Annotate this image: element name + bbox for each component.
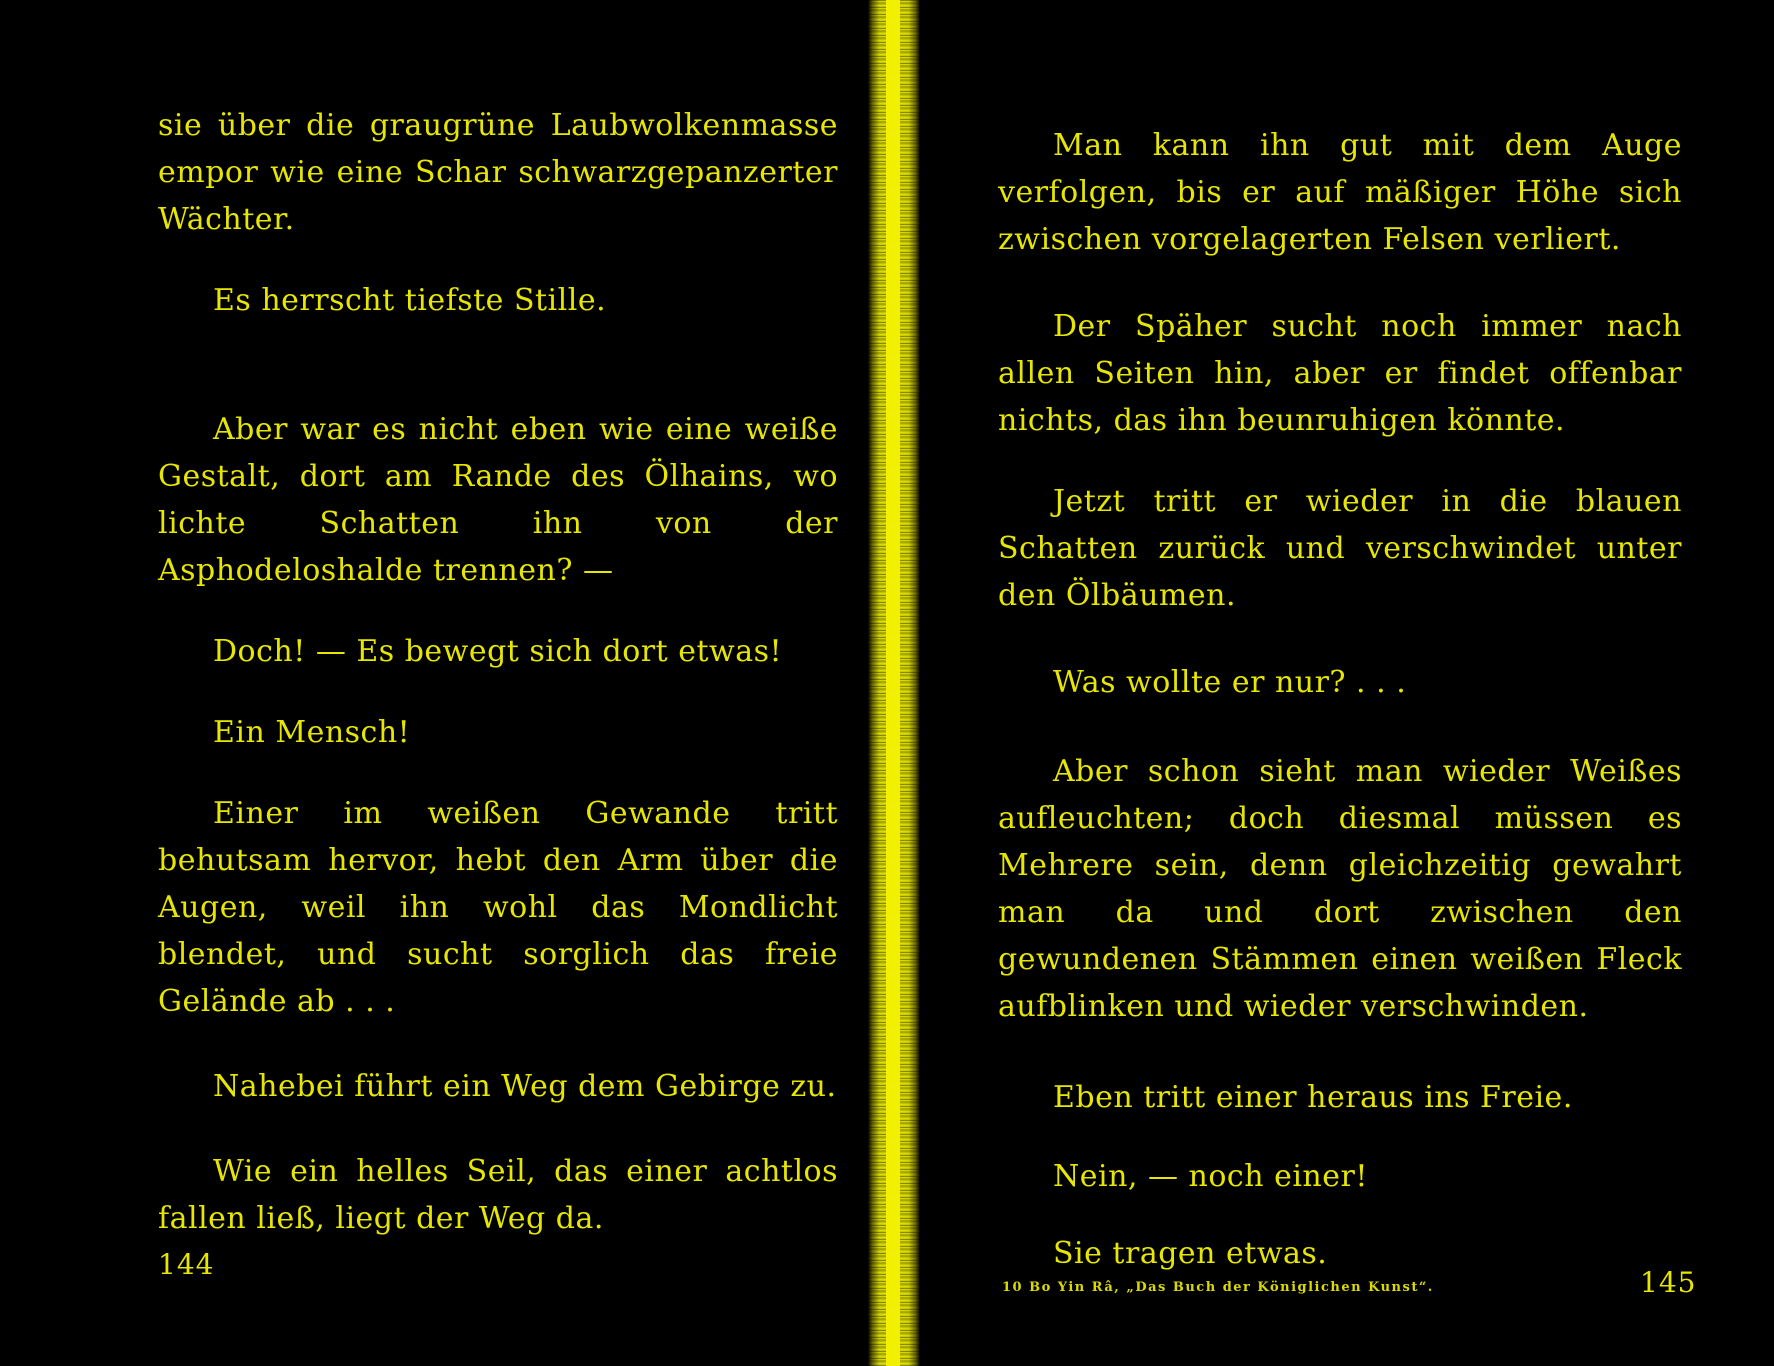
footnote: 10 Bo Yin Râ, „Das Buch der Königlichen Kunst“.	[1002, 1280, 1434, 1295]
page-number-left: 144	[158, 1248, 215, 1281]
paragraph: Doch! — Es bewegt sich dort etwas!	[213, 634, 783, 669]
paragraph: Sie tragen etwas.	[1053, 1236, 1328, 1271]
paragraph: Jetzt tritt er wieder in die blauen Schatten zurück und verschwindet unter den Ölbäumen.	[998, 484, 1682, 613]
paragraph: Wie ein helles Seil, das einer achtlos fallen ließ, liegt der Weg da.	[158, 1154, 838, 1236]
paragraph: Was wollte er nur? . . .	[1053, 665, 1407, 700]
paragraph: Ein Mensch!	[213, 715, 411, 750]
left-page	[0, 0, 880, 1366]
right-page	[920, 0, 1774, 1366]
paragraph: Aber schon sieht man wieder Weißes aufleuchten; doch diesmal müssen es Mehrere sein, denn gleichzeitig gewahrt man da und dort zwischen den gewundenen Stämmen einen weißen Fleck aufblinken und wieder verschwinden.	[998, 754, 1682, 1024]
left-page-text	[158, 102, 838, 1242]
paragraph: Einer im weißen Gewande tritt behutsam hervor, hebt den Arm über die Augen, weil ihn wohl das Mondlicht blendet, und sucht sorglich das freie Gelände ab . . .	[158, 796, 838, 1019]
page-number-right: 145	[1640, 1266, 1697, 1299]
gutter-edge	[886, 0, 900, 1366]
paragraph: Es herrscht tiefste Stille.	[213, 283, 607, 318]
paragraph: Eben tritt einer heraus ins Freie.	[1053, 1080, 1573, 1115]
paragraph: sie über die graugrüne Laubwolkenmasse empor wie eine Schar schwarzgepanzerter Wächter.	[158, 108, 838, 237]
paragraph: Man kann ihn gut mit dem Auge verfolgen, bis er auf mäßiger Höhe sich zwischen vorgelagerten Felsen verliert.	[998, 128, 1682, 257]
right-page-text	[998, 122, 1682, 1277]
paragraph: Der Späher sucht noch immer nach allen Seiten hin, aber er findet offenbar nichts, das ihn beunruhigen könnte.	[998, 309, 1682, 438]
paragraph: Nahebei führt ein Weg dem Gebirge zu.	[213, 1069, 837, 1104]
paragraph: Aber war es nicht eben wie eine weiße Gestalt, dort am Rande des Ölhains, wo lichte Schatten ihn von der Asphodeloshalde trennen? —	[158, 412, 838, 588]
paragraph: Nein, — noch einer!	[1053, 1159, 1368, 1194]
